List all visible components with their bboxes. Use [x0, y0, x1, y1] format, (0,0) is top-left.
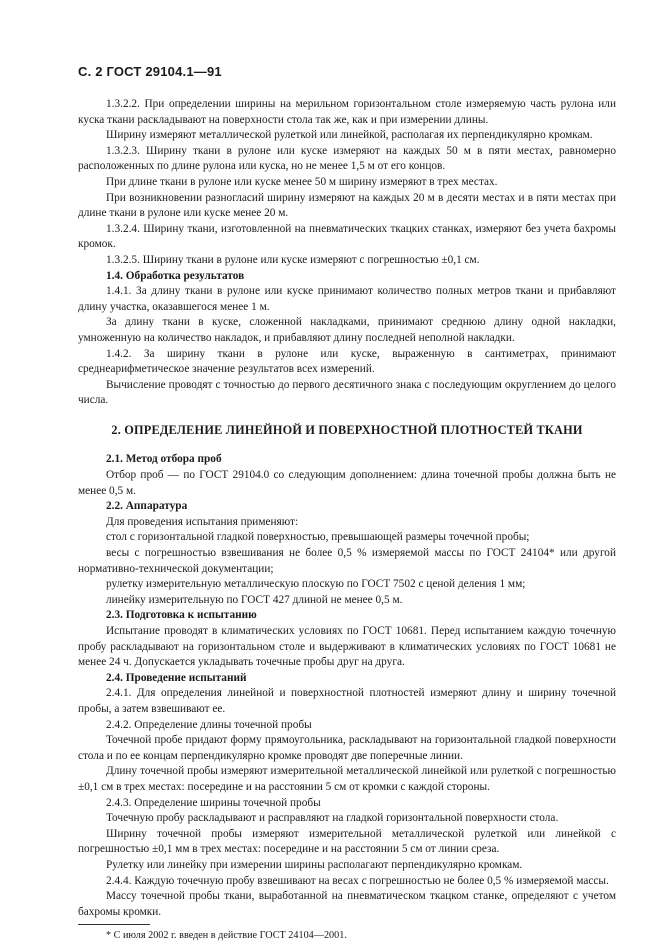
paragraph: рулетку измерительную металлическую плоскую по ГОСТ 7502 с ценой деления 1 мм;: [106, 578, 526, 591]
paragraph: Для проведения испытания применяют:: [106, 515, 299, 528]
section-heading-2: 2. ОПРЕДЕЛЕНИЕ ЛИНЕЙНОЙ И ПОВЕРХНОСТНОЙ ПЛОТНОСТЕЙ ТКАНИ: [111, 422, 583, 437]
paragraph: 1.4.1. За длину ткани в рулоне или куске принимают количество полных метров ткани и прибавляют длину участка, оказавшегося менее 1 м.: [78, 285, 616, 313]
paragraph: Точечной пробе придают форму прямоугольника, раскладывают на горизонтальной гладкой поверхности стола и по ее концам перпендикулярно кромке проводят две поперечные линии.: [78, 734, 616, 762]
paragraph: 1.3.2.2. При определении ширины на мерильном горизонтальном столе измеряемую часть рулона или куска ткани раскладывают на поверхности стола так же, как и при измерении длины.: [78, 98, 616, 126]
subsection-heading-2-1: 2.1. Метод отбора проб: [106, 453, 222, 466]
document-body: [78, 97, 616, 942]
paragraph: Отбор проб — по ГОСТ 29104.0 со следующим дополнением: длина точечной пробы должна быть не менее 0,5 м.: [78, 469, 616, 497]
paragraph: весы с погрешностью взвешивания не более 0,5 % измеряемой массы по ГОСТ 24104* или другой нормативно-технической документации;: [78, 547, 616, 575]
subsection-heading-2-4: 2.4. Проведение испытаний: [106, 671, 247, 684]
block-2-2: [78, 515, 616, 609]
paragraph: При длине ткани в рулоне или куске менее 50 м ширину измеряют в трех местах.: [106, 175, 498, 188]
paragraph: 2.4.2. Определение длины точечной пробы: [106, 718, 312, 731]
paragraph: 1.4.2. За ширину ткани в рулоне или куске, выраженную в сантиметрах, принимают среднеарифметическое значение результатов всех измерений.: [78, 347, 616, 376]
paragraph: линейку измерительную по ГОСТ 427 длиной не менее 0,5 м.: [106, 593, 403, 606]
paragraph: 2.4.1. Для определения линейной и поверхностной плотностей измеряют длину и ширину точечной пробы, а затем взвешивают ее.: [78, 687, 616, 715]
footnote-divider: [78, 924, 150, 925]
paragraph: Массу точечной пробы ткани, выработанной на пневматическом ткацком станке, определяют с учетом бахромы кромки.: [78, 890, 616, 918]
paragraph: Вычисление проводят с точностью до первого десятичного знака с последующим округлением до целого числа.: [78, 378, 616, 407]
paragraph: Ширину точечной пробы измеряют измерительной металлической рулеткой или линейкой с погрешностью ±0,1 мм в трех местах: посередине и на расстоянии 5 см от линии среза.: [78, 827, 616, 856]
paragraph: При возникновении разногласий ширину измеряют на каждых 20 м в десяти местах и в пяти местах при длине ткани в рулоне или куске менее 20 м.: [78, 191, 616, 220]
paragraph: 2.4.4. Каждую точечную пробу взвешивают на весах с погрешностью не более 0,5 % измеряемой массы.: [106, 874, 609, 887]
paragraph: Ширину измеряют металлической рулеткой или линейкой, располагая их перпендикулярно кромкам.: [106, 129, 593, 142]
subsection-heading-2-3: 2.3. Подготовка к испытанию: [106, 609, 257, 622]
block-2-4: [78, 686, 616, 920]
paragraph: За длину ткани в куске, сложенной накладками, принимают среднюю длину одной накладки, умноженную на количество накладок, и прибавляют длину последней неполной накладки.: [78, 316, 616, 344]
block-1-3-2: [78, 97, 616, 269]
paragraph: Точечную пробу раскладывают и расправляют на гладкой горизонтальной поверхности стола.: [106, 812, 559, 825]
paragraph: Длину точечной пробы измеряют измерительной металлической линейкой или рулеткой с погрешностью ±0,1 см в трех местах: посередине и на расстоянии 5 см от кромки с каждой стороны.: [78, 765, 616, 793]
footnote: * С июля 2002 г. введен в действие ГОСТ 24104—2001.: [106, 930, 347, 942]
paragraph: 1.3.2.3. Ширину ткани в рулоне или куске измеряют на каждых 50 м в пяти местах, равномерно расположенных по длине рулона или куска, но не менее 1,5 м от его концов.: [78, 144, 616, 173]
page-header: С. 2 ГОСТ 29104.1—91: [78, 64, 222, 79]
paragraph: стол с горизонтальной гладкой поверхностью, превышающей размеры точечной пробы;: [106, 531, 530, 544]
paragraph: Рулетку или линейку при измерении ширины располагают перпендикулярно кромкам.: [106, 858, 523, 871]
paragraph: Испытание проводят в климатических условиях по ГОСТ 10681. Перед испытанием каждую точечную пробу раскладывают на горизонтальном столе и выдерживают в климатических условиях по ГОСТ 10681 не менее 24 ч. Допускается укладывать точечные пробы друг на друга.: [78, 625, 616, 669]
paragraph: 2.4.3. Определение ширины точечной пробы: [106, 796, 321, 809]
paragraph: 1.3.2.5. Ширину ткани в рулоне или куске измеряют с погрешностью ±0,1 см.: [106, 253, 480, 266]
subsection-heading-2-2: 2.2. Аппаратура: [106, 500, 188, 513]
paragraph: 1.3.2.4. Ширину ткани, изготовленной на пневматических ткацких станках, измеряют без учета бахромы кромок.: [78, 222, 616, 251]
subsection-heading-1-4: 1.4. Обработка результатов: [106, 269, 245, 282]
block-1-4: [78, 284, 616, 409]
